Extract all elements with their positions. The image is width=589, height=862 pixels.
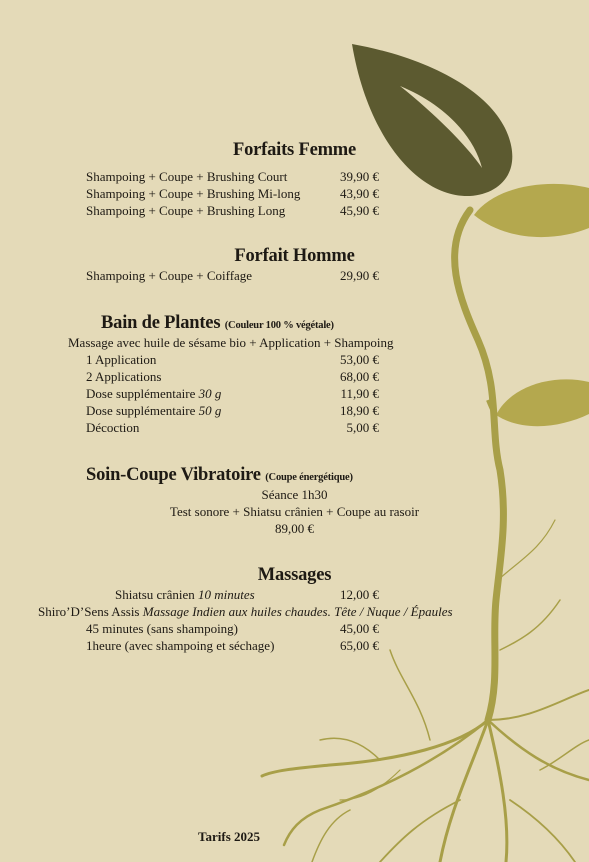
plantes-intro: Massage avec huile de sésame bio + Application + Shampoing xyxy=(68,335,394,350)
footer-year: Tarifs 2025 xyxy=(198,829,260,844)
plantes-item-price: 18,90 € xyxy=(340,403,379,418)
massage-item-label: Shiatsu crânien 10 minutes xyxy=(115,587,255,602)
light-leaf-middle xyxy=(496,379,589,426)
homme-item-price: 29,90 € xyxy=(340,268,379,283)
plantes-title: Bain de Plantes xyxy=(101,313,221,333)
femme-item-price: 39,90 € xyxy=(340,169,379,184)
femme-item-label: Shampoing + Coupe + Brushing Long xyxy=(86,203,286,218)
plantes-item-label: Décoction xyxy=(86,420,140,435)
section-title-plantes xyxy=(101,313,334,334)
soin-subtitle: (Coupe énergétique) xyxy=(265,472,353,483)
massage-item-price: 65,00 € xyxy=(340,638,379,653)
section-title-massages: Massages xyxy=(257,565,332,585)
plantes-item-price: 5,00 € xyxy=(346,420,379,435)
massage-item-price: 45,00 € xyxy=(340,621,379,636)
femme-item-price: 45,90 € xyxy=(340,203,379,218)
femme-item-price: 43,90 € xyxy=(340,186,379,201)
plantes-item-label: 1 Application xyxy=(86,352,157,367)
section-title-homme: Forfait Homme xyxy=(234,246,355,266)
light-leaf-upper xyxy=(474,184,589,237)
soin-title: Soin-Coupe Vibratoire xyxy=(86,465,261,485)
soin-price: 89,00 € xyxy=(275,521,314,536)
homme-item-label: Shampoing + Coupe + Coiffage xyxy=(86,268,253,283)
plantes-item-price: 53,00 € xyxy=(340,352,379,367)
plantes-subtitle: (Couleur 100 % végétale) xyxy=(224,320,334,331)
massage-item-label: Shiro’D’Sens Assis Massage Indien aux huiles chaudes. Tête / Nuque / Épaules xyxy=(38,604,453,619)
plantes-item-label: 2 Applications xyxy=(86,369,162,384)
plantes-item-label: Dose supplémentaire 50 g xyxy=(86,403,222,418)
plantes-item-price: 68,00 € xyxy=(340,369,379,384)
plantes-item-price: 11,90 € xyxy=(340,386,379,401)
massage-item-label: 1heure (avec shampoing et séchage) xyxy=(86,638,275,653)
plantes-item-label: Dose supplémentaire 30 g xyxy=(86,386,222,401)
femme-item-label: Shampoing + Coupe + Brushing Mi-long xyxy=(86,186,301,201)
soin-line-seance: Séance 1h30 xyxy=(261,487,328,502)
massage-item-price: 12,00 € xyxy=(340,587,379,602)
femme-item-label: Shampoing + Coupe + Brushing Court xyxy=(86,169,288,184)
massage-item-label: 45 minutes (sans shampoing) xyxy=(86,621,239,636)
soin-line-details: Test sonore + Shiatsu crânien + Coupe au rasoir xyxy=(169,504,420,519)
section-title-soin xyxy=(86,465,353,486)
main-stem xyxy=(455,210,504,720)
section-title-femme: Forfaits Femme xyxy=(232,140,357,160)
